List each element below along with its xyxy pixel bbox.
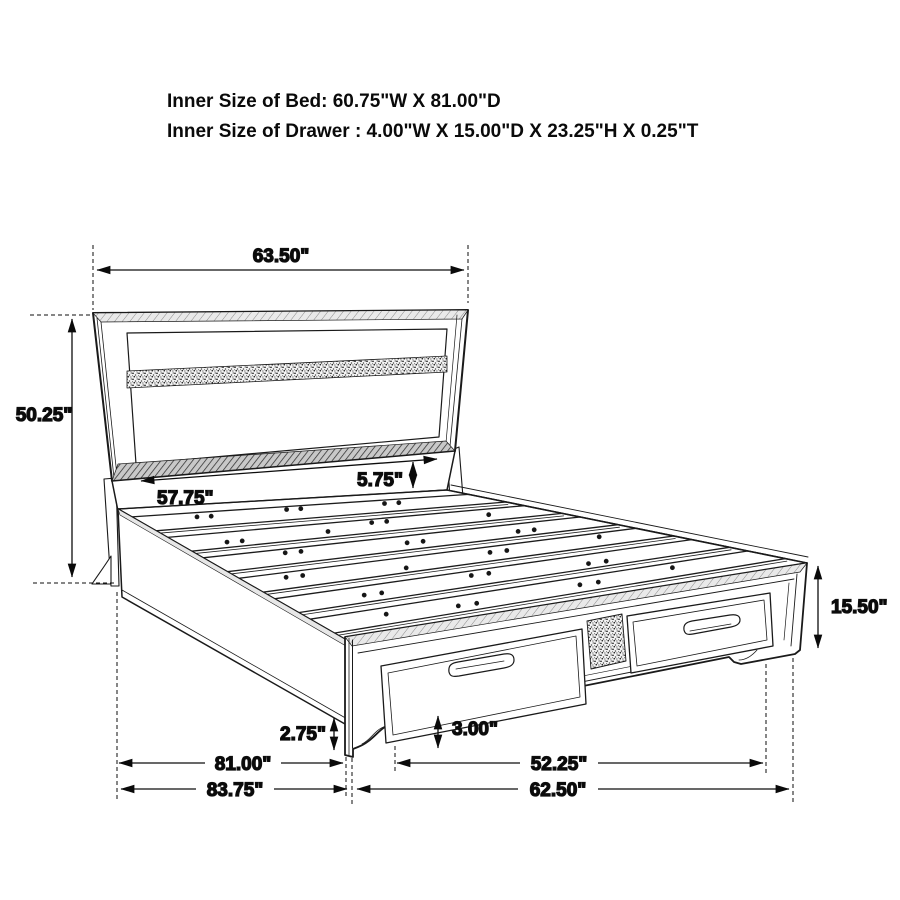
slat-screw-dot <box>487 513 491 517</box>
svg-text:57.75": 57.75" <box>157 488 214 509</box>
slat-screw-dot <box>384 612 388 616</box>
svg-text:81.00": 81.00" <box>214 754 272 775</box>
slat-screw-dot <box>487 571 491 575</box>
slat-screw-dot <box>225 540 229 544</box>
slat-screw-dot <box>299 550 303 554</box>
slat-screw-dot <box>469 574 473 578</box>
header-note <box>167 91 699 142</box>
slat-screw-dot <box>383 502 387 506</box>
slat-screw-dot <box>596 580 600 584</box>
svg-text:15.50": 15.50" <box>831 597 888 618</box>
slat-screw-dot <box>362 593 366 597</box>
dim-footboard-width <box>357 780 789 801</box>
bed-drawing <box>92 310 808 757</box>
dim-between-feet <box>397 754 763 775</box>
slat-screw-dot <box>488 551 492 555</box>
slat-screw-dot <box>671 566 675 570</box>
slat-screw-dot <box>326 530 330 534</box>
dim-headboard-width <box>93 245 468 310</box>
slat-screw-dot <box>299 507 303 511</box>
slat-screw-dot <box>505 549 509 553</box>
svg-text:5.75": 5.75" <box>357 470 403 491</box>
slat-screw-dot <box>532 528 536 532</box>
slat-screw-dot <box>370 521 374 525</box>
svg-text:50.25": 50.25" <box>15 405 73 426</box>
slat-screw-dot <box>405 541 409 545</box>
svg-text:62.50": 62.50" <box>529 780 587 801</box>
slat-screw-dot <box>578 583 582 587</box>
slat-screw-dot <box>284 575 288 579</box>
svg-text:2.75": 2.75" <box>280 724 326 745</box>
slat-screw-dot <box>209 514 213 518</box>
dim-overall-length <box>121 780 347 801</box>
dim-rail-clearance <box>280 718 334 750</box>
svg-text:52.25": 52.25" <box>530 754 588 775</box>
inner-size-drawer-text: Inner Size of Drawer : 4.00"W X 15.00"D X 23.25"H X 0.25"T <box>167 121 699 142</box>
slat-screw-dot <box>604 559 608 563</box>
slat-screw-dot <box>404 566 408 570</box>
slat-screw-dot <box>285 508 289 512</box>
slat-screw-dot <box>516 530 520 534</box>
slat-screw-dot <box>421 539 425 543</box>
svg-text:83.75": 83.75" <box>206 780 264 801</box>
footboard-glitter-strip <box>587 614 626 669</box>
slat-screw-dot <box>597 535 601 539</box>
slat-screw-dot <box>301 574 305 578</box>
slat-screw-dot <box>240 539 244 543</box>
slat-screw-dot <box>587 562 591 566</box>
slat-screw-dot <box>385 520 389 524</box>
slat-screw-dot <box>456 604 460 608</box>
dim-footboard-height <box>818 566 888 648</box>
slat-screw-dot <box>283 551 287 555</box>
slat-screw-dot <box>380 591 384 595</box>
slat-screw-dot <box>475 601 479 605</box>
svg-text:3.00": 3.00" <box>452 719 498 740</box>
dim-inner-length <box>119 754 343 775</box>
slat-screw-dot <box>195 515 199 519</box>
slat-screw-dot <box>397 501 401 505</box>
svg-text:63.50": 63.50" <box>252 246 310 267</box>
inner-size-bed-text: Inner Size of Bed: 60.75"W X 81.00"D <box>167 91 501 112</box>
